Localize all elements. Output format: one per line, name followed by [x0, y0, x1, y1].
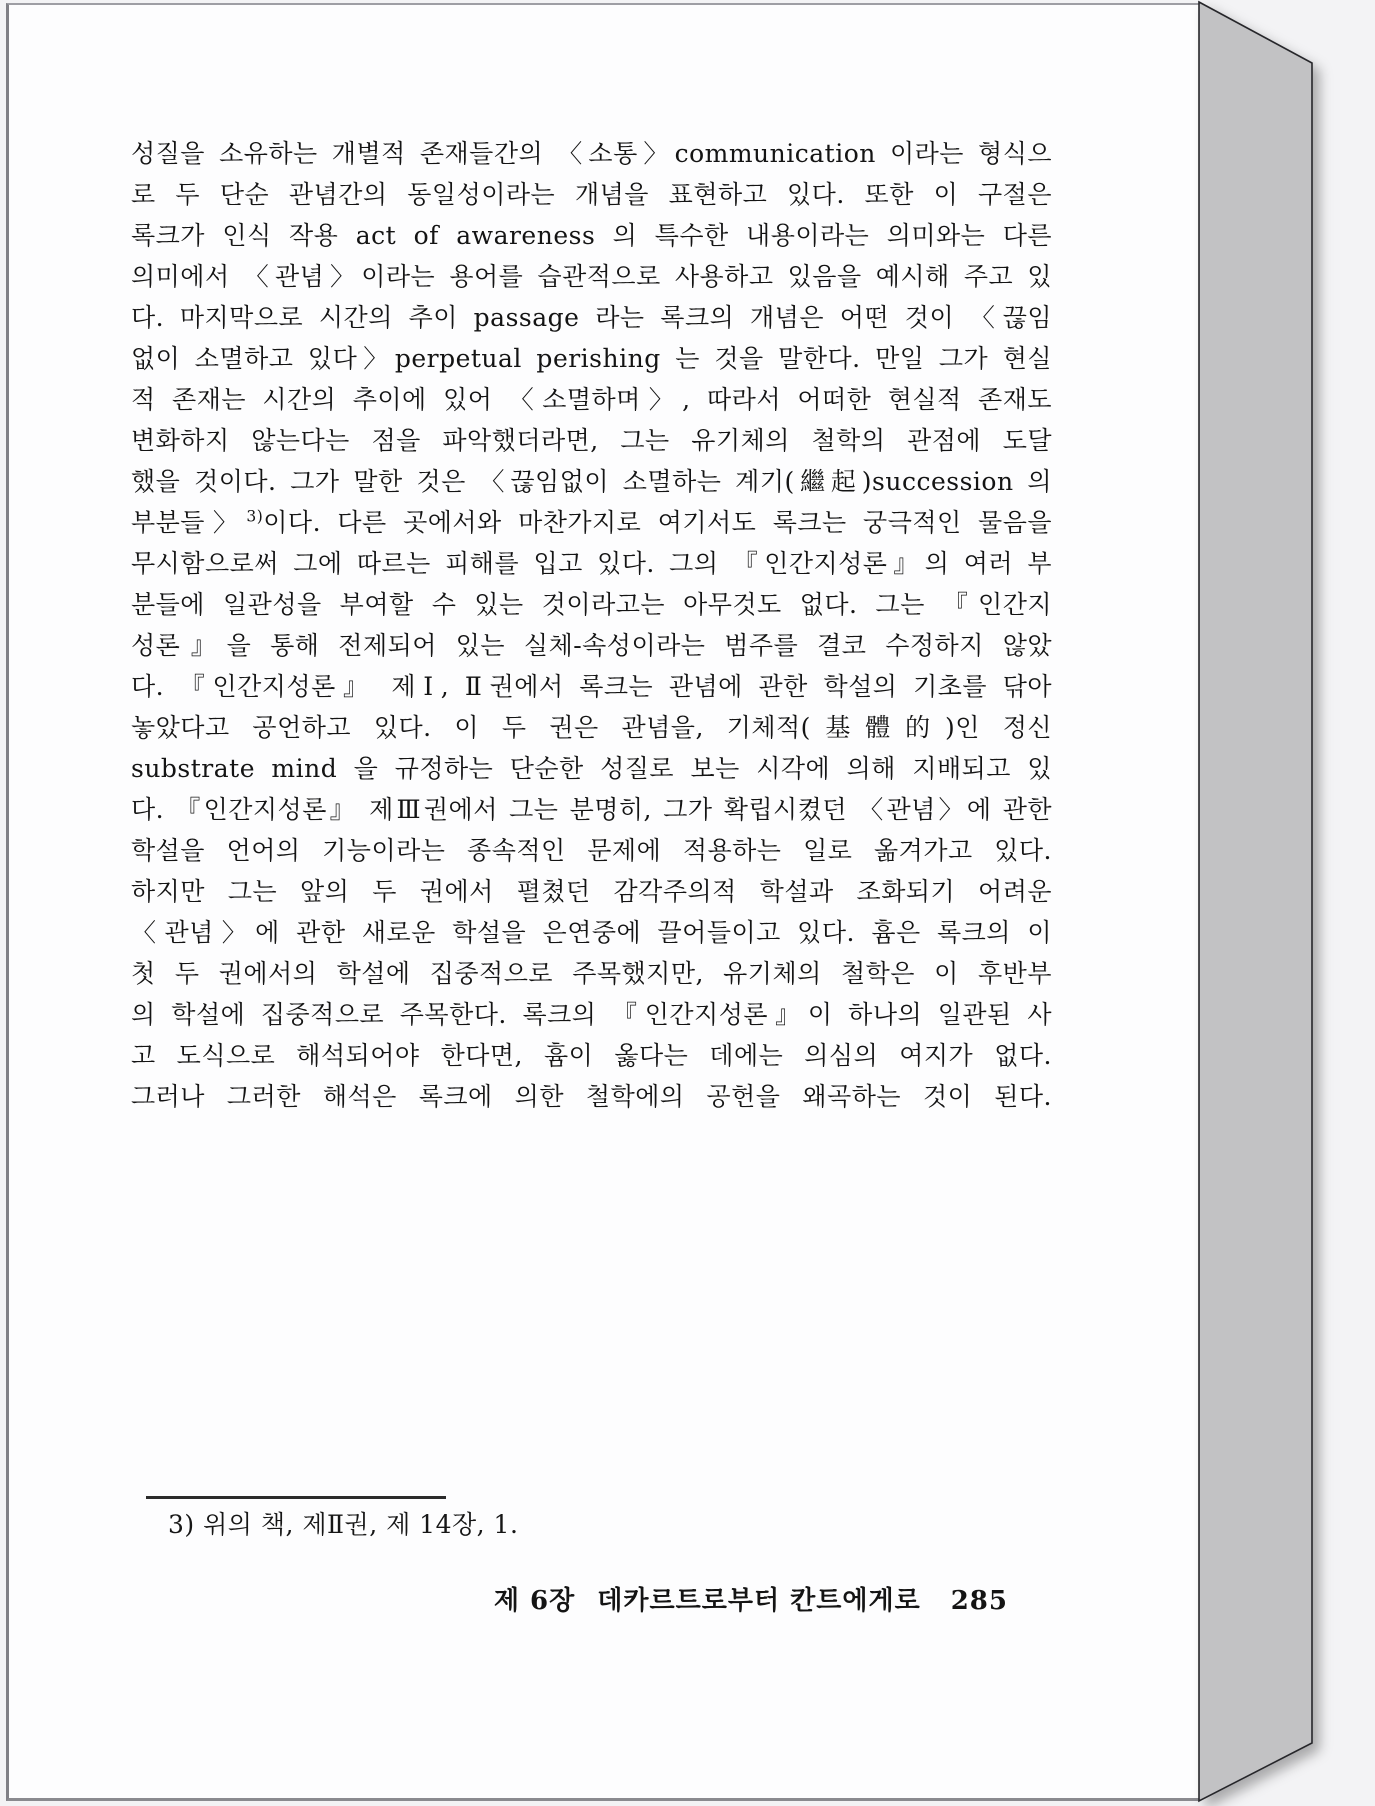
body-line: 첫 두 권에서의 학설에 집중적으로 주목했지만, 유기체의 철학은 이 후반부 [131, 959, 1052, 988]
body-line: 로 두 단순 관념간의 동일성이라는 개념을 표현하고 있다. 또한 이 구절은 [131, 180, 1052, 209]
footnote-divider [146, 1496, 446, 1499]
body-line: 다. 마지막으로 시간의 추이 passage 라는 록크의 개념은 어떤 것이 〈끊임 [131, 303, 1052, 332]
body-line: 고 도식으로 해석되어야 한다면, 흄이 옳다는 데에는 의심의 여지가 없다. [131, 1041, 1052, 1070]
chapter-title: 데카르트로부터 칸트에게로 [597, 1586, 921, 1616]
body-line: 없이 소멸하고 있다〉perpetual perishing 는 것을 말한다. 만일 그가 현실 [131, 344, 1052, 373]
body-line: 하지만 그는 앞의 두 권에서 펼쳤던 감각주의적 학설과 조화되기 어려운 [131, 877, 1052, 906]
body-line: 적 존재는 시간의 추이에 있어 〈소멸하며〉, 따라서 어떠한 현실적 존재도 [131, 385, 1052, 414]
body-line: 했을 것이다. 그가 말한 것은 〈끊임없이 소멸하는 계기(繼起)succession 의 [131, 467, 1052, 496]
body-line: 그러나 그러한 해석은 록크에 의한 철학에의 공헌을 왜곡하는 것이 된다. [131, 1082, 1052, 1111]
body-line: 다. 『인간지성론』 제Ⅰ, Ⅱ권에서 록크는 관념에 관한 학설의 기초를 닦아 [131, 672, 1052, 701]
running-footer [494, 1580, 1008, 1617]
body-line: 변화하지 않는다는 점을 파악했더라면, 그는 유기체의 철학의 관점에 도달 [131, 426, 1052, 455]
page-block-edge-face [1199, 2, 1312, 1801]
body-line: 성질을 소유하는 개별적 존재들간의 〈소통〉communication 이라는 형식으 [131, 139, 1052, 168]
body-line: 놓았다고 공언하고 있다. 이 두 권은 관념을, 기체적(基體的)인 정신 [131, 713, 1052, 742]
body-text [131, 133, 1052, 1117]
page-number: 285 [950, 1586, 1008, 1616]
body-line: 다. 『인간지성론』 제Ⅲ권에서 그는 분명히, 그가 확립시켰던 〈관념〉에 관한 [131, 795, 1052, 824]
body-line: 의미에서 〈관념〉이라는 용어를 습관적으로 사용하고 있음을 예시해 주고 있 [131, 262, 1052, 291]
body-line: 〈관념〉에 관한 새로운 학설을 은연중에 끌어들이고 있다. 흄은 록크의 이 [131, 918, 1052, 947]
body-line: 록크가 인식 작용 act of awareness 의 특수한 내용이라는 의미와는 다른 [131, 221, 1052, 250]
body-line: 의 학설에 집중적으로 주목한다. 록크의 『인간지성론』이 하나의 일관된 사 [131, 1000, 1052, 1029]
body-line: substrate mind 을 규정하는 단순한 성질로 보는 시각에 의해 지배되고 있 [131, 754, 1052, 783]
footnote-text: 3) 위의 책, 제Ⅱ권, 제 14장, 1. [168, 1510, 519, 1539]
body-line: 부분들〉$^{3)}$이다. 다른 곳에서와 마찬가지로 여기서도 록크는 궁극적인 물음을 [131, 507, 1052, 537]
body-line: 무시함으로써 그에 따르는 피해를 입고 있다. 그의 『인간지성론』의 여러 부 [131, 549, 1052, 578]
body-line: 성론』을 통해 전제되어 있는 실체-속성이라는 범주를 결코 수정하지 않았 [131, 631, 1052, 660]
body-line: 분들에 일관성을 부여할 수 있는 것이라고는 아무것도 없다. 그는 『인간지 [131, 590, 1052, 619]
chapter-label: 제 6장 [493, 1586, 576, 1616]
body-line: 학설을 언어의 기능이라는 종속적인 문제에 적용하는 일로 옮겨가고 있다. [131, 836, 1052, 865]
